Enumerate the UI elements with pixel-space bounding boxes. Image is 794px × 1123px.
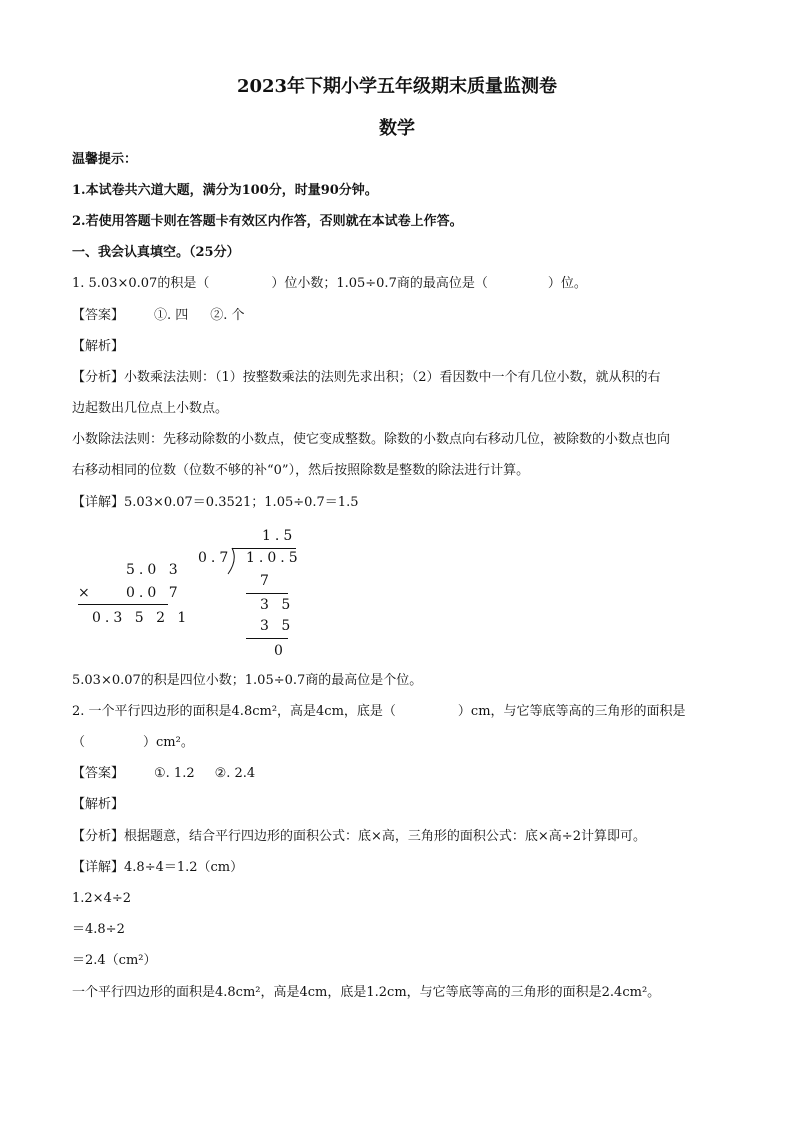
q2-stem-2: [72, 735, 194, 751]
q1-stem: [72, 276, 587, 292]
section-1-heading: 一、我会认真填空。（25分）: [72, 245, 240, 260]
answer-1: ①. 1.2: [154, 766, 195, 781]
div-top-rule: [232, 548, 296, 549]
div-bracket: [224, 546, 238, 576]
answer-tag: 【答案】: [72, 766, 125, 781]
q1-answer: [72, 308, 245, 324]
mult-sign: ×: [78, 585, 94, 601]
div-dividend: 1.0.5: [246, 550, 302, 566]
q1-stem-a: 1. 5.03×0.07的积是（: [72, 276, 210, 291]
q2-fenxi: [72, 829, 646, 845]
q2-calc-3: ＝2.4（cm²）: [72, 953, 157, 968]
q1-conclusion: 5.03×0.07的积是四位小数；1.05÷0.7商的最高位是个位。: [72, 673, 423, 688]
fenxi-tag: 【分析】: [72, 370, 125, 385]
q2-calc-1: 1.2×4÷2: [72, 891, 132, 906]
q1-chufa-2: 右移动相同的位数（位数不够的补“0”），然后按照除数是整数的除法进行计算。: [72, 463, 530, 478]
q1-stem-c: ）位。: [547, 276, 587, 291]
notice-item-2: 2.若使用答题卡则在答题卡有效区内作答，否则就在本试卷上作答。: [72, 214, 463, 229]
q2-conclusion: 一个平行四边形的面积是4.8cm²，高是4cm，底是1.2cm，与它等底等高的三角形的面积是2.4cm²。: [72, 985, 661, 1000]
notice-heading: 温馨提示：: [72, 152, 138, 167]
mult-second: 0.0 7: [126, 585, 182, 601]
div-step3: 3 5: [260, 618, 295, 634]
subject-title: 数学: [379, 118, 415, 139]
div-divisor: 0.7: [198, 550, 233, 566]
fenxi-tag: 【分析】: [72, 829, 125, 844]
q2-stem-1: [72, 704, 686, 720]
answer-2: ②. 个: [210, 308, 245, 323]
xiangjie-text: 4.8÷4＝1.2（cm）: [124, 860, 244, 875]
xiangjie-tag: 【详解】: [72, 495, 125, 510]
q1-chufa-1: 小数除法法则：先移动除数的小数点，使它变成整数。除数的小数点向右移动几位，被除数的小数点也向: [72, 432, 671, 447]
q1-fenxi-2: 边起数出几位点上小数点。: [72, 401, 229, 416]
div-quotient: 1.5: [262, 528, 297, 544]
q2-jiexi: 【解析】: [72, 797, 125, 812]
answer-tag: 【答案】: [72, 308, 125, 323]
fenxi-text-1: 小数乘法法则：（1）按整数乘法的法则先求出积；（2）看因数中一个有几位小数，就从积的右: [124, 370, 661, 385]
div-rule-1: [246, 593, 288, 594]
mult-top: 5.0 3: [126, 562, 182, 578]
page-title: 2023年下期小学五年级期末质量监测卷: [236, 76, 558, 97]
xiangjie-tag: 【详解】: [72, 860, 125, 875]
div-remainder: 0: [274, 643, 287, 659]
mult-result: 0.3 5 2 1: [92, 610, 191, 626]
q1-xiangjie: [72, 495, 358, 511]
q2-xiangjie: [72, 860, 243, 876]
q2-stem-c-open: （: [72, 735, 86, 750]
q2-stem-b: ）cm，与它等底等高的三角形的面积是: [457, 704, 686, 719]
answer-1: ①. 四: [154, 308, 189, 323]
xiangjie-text: 5.03×0.07＝0.3521；1.05÷0.7＝1.5: [124, 495, 359, 510]
answer-2: ②. 2.4: [214, 766, 256, 781]
mult-rule: [78, 604, 168, 605]
div-step1: 7: [260, 573, 273, 589]
q1-stem-b: ）位小数；1.05÷0.7商的最高位是（: [271, 276, 488, 291]
fenxi-text: 根据题意，结合平行四边形的面积公式：底×高，三角形的面积公式：底×高÷2计算即可。: [124, 829, 646, 844]
div-step2: 3 5: [260, 597, 295, 613]
q1-fenxi-1: [72, 370, 661, 386]
q2-answer: [72, 766, 255, 782]
notice-item-1: 1.本试卷共六道大题，满分为100分，时量90分钟。: [72, 183, 378, 198]
q1-jiexi: 【解析】: [72, 339, 125, 354]
div-rule-2: [246, 638, 288, 639]
q2-stem-c-close: ）cm²。: [143, 735, 194, 750]
q2-stem-a: 2. 一个平行四边形的面积是4.8cm²，高是4cm，底是（: [72, 704, 396, 719]
q2-calc-2: ＝4.8÷2: [72, 922, 125, 937]
